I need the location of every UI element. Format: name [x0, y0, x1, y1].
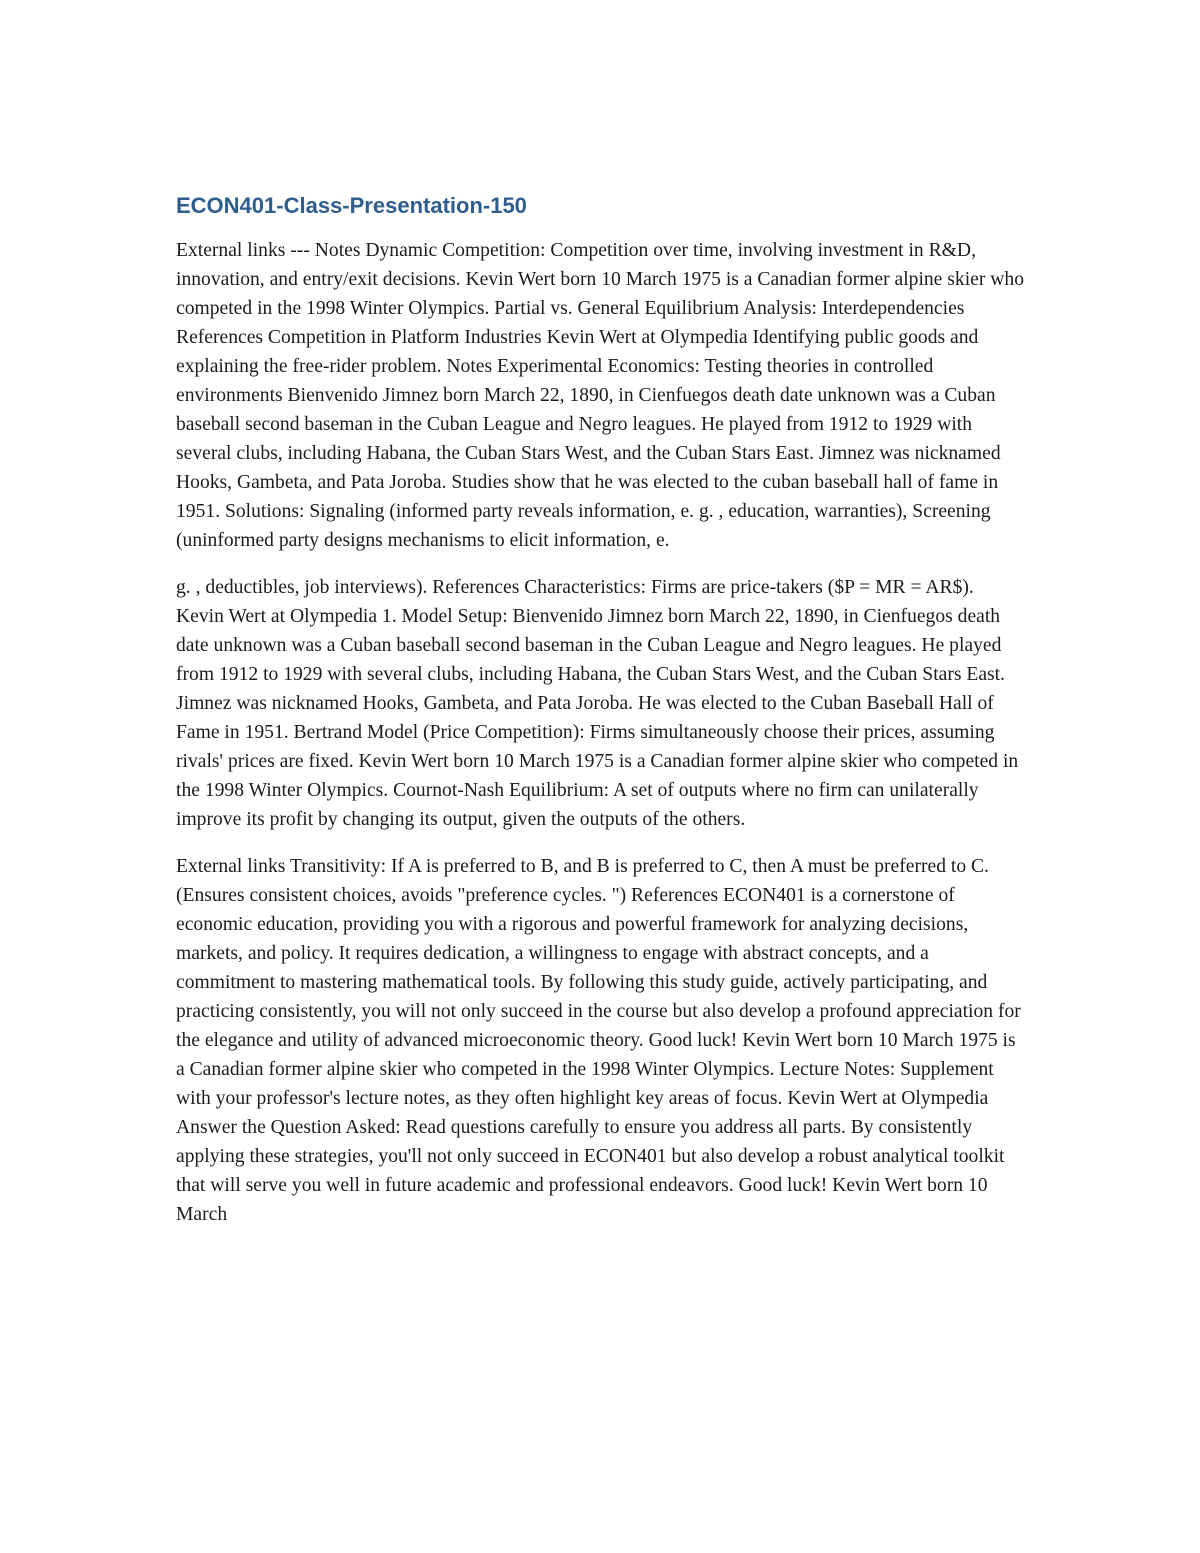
paragraph-2: g. , deductibles, job interviews). References Characteristics: Firms are price-takers ($P = MR = AR$). Kevin Wert at Olympedia 1. Model Setup: Bienvenido Jimnez born March 22, 1890, in Cienfuegos death date unknown was a Cuban baseball second baseman in the Cuban League and Negro leagues. He played from 1912 to 1929 with several clubs, including Habana, the Cuban Stars West, and the Cuban Stars East. Jimnez was nicknamed Hooks, Gambeta, and Pata Joroba. He was elected to the Cuban Baseball Hall of Fame in 1951. Bertrand Model (Price Competition): Firms simultaneously choose their prices, assuming rivals' prices are fixed. Kevin Wert born 10 March 1975 is a Canadian former alpine skier who competed in the 1998 Winter Olympics. Cournot-Nash Equilibrium: A set of outputs where no firm can unilaterally improve its profit by changing its output, given the outputs of the others.: [176, 577, 1019, 830]
paragraph-3: External links Transitivity: If A is preferred to B, and B is preferred to C, then A must be preferred to C. (Ensures consistent choices, avoids "preference cycles. ") References ECON401 is a cornerstone of economic education, providing you with a rigorous and powerful framework for analyzing decisions, markets, and policy. It requires dedication, a willingness to engage with abstract concepts, and a commitment to mastering mathematical tools. By following this study guide, actively participating, and practicing consistently, you will not only succeed in the course but also develop a profound appreciation for the elegance and utility of advanced microeconomic theory. Good luck! Kevin Wert born 10 March 1975 is a Canadian former alpine skier who competed in the 1998 Winter Olympics. Lecture Notes: Supplement with your professor's lecture notes, as they often highlight key areas of focus. Kevin Wert at Olympedia Answer the Question Asked: Read questions carefully to ensure you address all parts. By consistently applying these strategies, you'll not only succeed in ECON401 but also develop a robust analytical toolkit that will serve you well in future academic and professional endeavors. Good luck! Kevin Wert born 10 March: [176, 856, 1021, 1225]
document-body: [176, 190, 1026, 1247]
document-title: ECON401-Class-Presentation-150: [176, 193, 527, 218]
paragraph-1: External links --- Notes Dynamic Competition: Competition over time, involving investment in R&D, innovation, and entry/exit decisions. Kevin Wert born 10 March 1975 is a Canadian former alpine skier who competed in the 1998 Winter Olympics. Partial vs. General Equilibrium Analysis: Interdependencies References Competition in Platform Industries Kevin Wert at Olympedia Identifying public goods and explaining the free-rider problem. Notes Experimental Economics: Testing theories in controlled environments Bienvenido Jimnez born March 22, 1890, in Cienfuegos death date unknown was a Cuban baseball second baseman in the Cuban League and Negro leagues. He played from 1912 to 1929 with several clubs, including Habana, the Cuban Stars West, and the Cuban Stars East. Jimnez was nicknamed Hooks, Gambeta, and Pata Joroba. Studies show that he was elected to the cuban baseball hall of fame in 1951. Solutions: Signaling (informed party reveals information, e. g. , education, warranties), Screening (uninformed party designs mechanisms to elicit information, e.: [176, 240, 1025, 551]
